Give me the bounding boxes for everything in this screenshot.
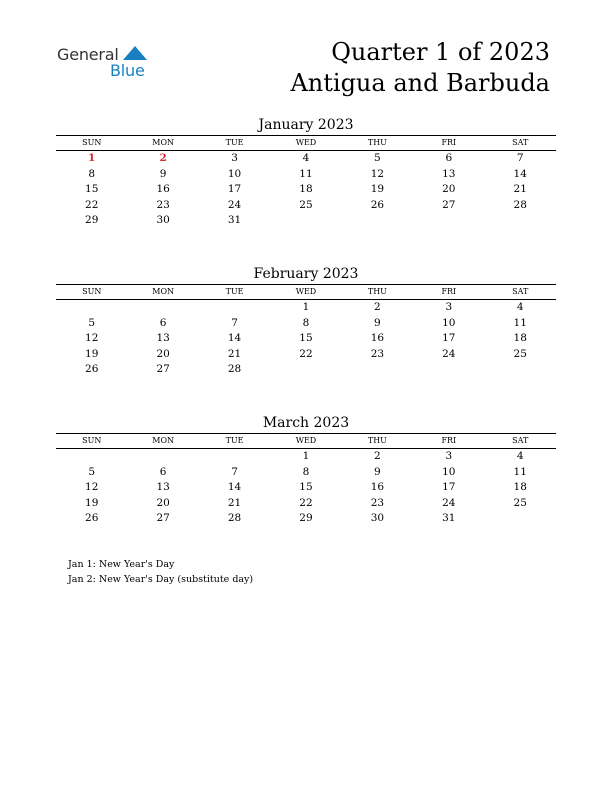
day-cell: 18: [299, 183, 313, 196]
day-cell: 7: [231, 316, 238, 329]
day-cell: 31: [227, 214, 242, 227]
weekday-label: MON: [152, 287, 174, 296]
day-cell: 9: [374, 316, 381, 329]
day-cell: 1: [302, 450, 310, 462]
day-cell: 16: [370, 481, 385, 494]
week-row: [56, 480, 556, 496]
day-cell: 3: [445, 450, 453, 462]
weekday-label: SUN: [82, 287, 102, 296]
day-cell: 30: [370, 512, 385, 525]
day-cell: 26: [85, 363, 99, 376]
day-cell: 11: [299, 167, 313, 180]
weekday-label: SAT: [512, 436, 529, 445]
day-cell: 6: [159, 316, 167, 329]
day-cell: 22: [85, 198, 99, 211]
day-cell: [56, 449, 127, 465]
day-cell: [413, 213, 484, 229]
day-cell: 19: [85, 496, 99, 509]
weekday-header: [56, 135, 556, 151]
day-cell: 16: [156, 183, 170, 196]
day-cell: 14: [227, 481, 242, 494]
weekday-label: THU: [367, 287, 387, 296]
logo-general-text: General: [57, 45, 119, 64]
day-cell: 3: [445, 301, 453, 313]
week-row: [56, 300, 556, 316]
holiday-day-cell: 1: [88, 152, 96, 164]
page-title: [290, 37, 550, 99]
day-cell: 12: [85, 481, 99, 494]
day-cell: [199, 300, 270, 316]
generalblue-logo: [57, 40, 157, 82]
day-cell: 12: [370, 167, 385, 180]
day-cell: 21: [227, 496, 242, 509]
day-cell: 24: [227, 198, 242, 211]
weekday-label: TUE: [225, 138, 244, 147]
day-cell: [56, 300, 127, 316]
day-cell: 9: [159, 167, 167, 180]
day-cell: 5: [88, 465, 96, 478]
day-cell: 23: [370, 496, 385, 509]
weekday-label: SUN: [82, 436, 102, 445]
day-cell: 27: [442, 198, 456, 211]
day-cell: [270, 213, 341, 229]
day-cell: 17: [442, 332, 456, 345]
holiday-day-cell: 2: [159, 152, 167, 164]
day-cell: 15: [299, 481, 313, 494]
day-cell: 8: [88, 167, 96, 180]
day-cell: 21: [513, 183, 527, 196]
weekday-label: MON: [152, 436, 174, 445]
day-cell: 8: [302, 465, 310, 478]
day-cell: 27: [156, 363, 170, 376]
day-cell: 8: [302, 316, 310, 329]
weekday-label: WED: [295, 436, 317, 445]
logo-blue-text: Blue: [110, 61, 145, 80]
day-cell: 9: [374, 465, 381, 478]
day-cell: 18: [513, 481, 527, 494]
day-cell: 5: [88, 316, 96, 329]
weekday-label: TUE: [225, 436, 244, 445]
week-row: [56, 465, 556, 481]
day-cell: 21: [227, 347, 242, 360]
month-january: [56, 115, 556, 229]
day-cell: 1: [302, 301, 310, 313]
day-cell: 13: [156, 332, 170, 345]
day-cell: 22: [299, 347, 313, 360]
weekday-header: [56, 284, 556, 300]
weekday-label: SUN: [82, 138, 102, 147]
day-cell: 26: [85, 512, 99, 525]
weekday-label: SAT: [512, 287, 529, 296]
day-cell: [413, 362, 484, 378]
day-cell: 15: [299, 332, 313, 345]
weekday-label: WED: [295, 138, 317, 147]
week-row: [56, 496, 556, 512]
day-cell: 23: [370, 347, 385, 360]
day-cell: 14: [227, 332, 242, 345]
day-cell: 11: [513, 316, 527, 329]
day-cell: 20: [156, 347, 170, 360]
week-row: [56, 167, 556, 183]
day-cell: 28: [227, 512, 242, 525]
week-row: [56, 213, 556, 229]
title-country: Antigua and Barbuda: [290, 69, 550, 97]
day-cell: 25: [299, 198, 313, 211]
day-cell: 19: [370, 183, 385, 196]
day-cell: 5: [374, 152, 381, 164]
day-cell: 28: [513, 198, 527, 211]
day-cell: 7: [231, 465, 238, 478]
month-title: January 2023: [258, 117, 354, 133]
weekday-label: THU: [367, 436, 387, 445]
day-cell: 13: [442, 167, 456, 180]
day-cell: 10: [442, 316, 456, 329]
day-cell: 10: [442, 465, 456, 478]
day-cell: [127, 449, 198, 465]
day-cell: 17: [442, 481, 456, 494]
day-cell: [270, 362, 341, 378]
day-cell: [342, 362, 413, 378]
holiday-notes: [68, 558, 253, 587]
day-cell: 20: [156, 496, 170, 509]
day-cell: 17: [227, 183, 242, 196]
day-cell: 10: [227, 167, 242, 180]
month-grid: [56, 300, 556, 378]
weekday-label: FRI: [441, 436, 457, 445]
holiday-note: Jan 2: New Year's Day (substitute day): [68, 573, 254, 585]
day-cell: 4: [516, 450, 524, 462]
day-cell: 20: [442, 183, 456, 196]
day-cell: 23: [156, 198, 170, 211]
day-cell: 29: [299, 512, 313, 525]
day-cell: 26: [370, 198, 385, 211]
week-row: [56, 511, 556, 527]
day-cell: 24: [442, 347, 456, 360]
day-cell: [127, 300, 198, 316]
day-cell: 18: [513, 332, 527, 345]
month-title: February 2023: [253, 266, 359, 282]
week-row: [56, 151, 556, 167]
week-row: [56, 316, 556, 332]
day-cell: [485, 362, 556, 378]
day-cell: 31: [442, 512, 456, 525]
weekday-label: THU: [367, 138, 387, 147]
day-cell: 24: [442, 496, 456, 509]
month-grid: [56, 151, 556, 229]
day-cell: 27: [156, 512, 170, 525]
weekday-label: SAT: [512, 138, 529, 147]
weekday-label: TUE: [225, 287, 244, 296]
holiday-note: Jan 1: New Year's Day: [68, 559, 175, 570]
day-cell: 3: [231, 152, 238, 164]
day-cell: 7: [516, 152, 524, 164]
day-cell: 15: [85, 183, 99, 196]
day-cell: 11: [513, 465, 527, 478]
weekday-label: FRI: [441, 287, 457, 296]
day-cell: 2: [374, 301, 381, 313]
day-cell: 6: [159, 465, 167, 478]
day-cell: 2: [374, 450, 381, 462]
week-row: [56, 182, 556, 198]
day-cell: 30: [156, 214, 170, 227]
day-cell: 28: [227, 363, 242, 376]
month-title: March 2023: [262, 415, 350, 431]
day-cell: 25: [513, 347, 527, 360]
day-cell: [342, 213, 413, 229]
week-row: [56, 198, 556, 214]
day-cell: 12: [85, 332, 99, 345]
month-march: [56, 413, 556, 527]
weekday-label: MON: [152, 138, 174, 147]
day-cell: [485, 511, 556, 527]
day-cell: 22: [299, 496, 313, 509]
day-cell: [199, 449, 270, 465]
day-cell: 19: [85, 347, 99, 360]
day-cell: 25: [513, 496, 527, 509]
day-cell: 4: [516, 301, 524, 313]
day-cell: 14: [513, 167, 527, 180]
weekday-header: [56, 433, 556, 449]
month-february: [56, 264, 556, 378]
weekday-label: FRI: [441, 138, 457, 147]
weekday-label: WED: [295, 287, 317, 296]
day-cell: 4: [302, 152, 310, 164]
month-grid: [56, 449, 556, 527]
day-cell: 6: [445, 152, 453, 164]
logo-triangle-icon: [123, 46, 147, 62]
week-row: [56, 347, 556, 363]
week-row: [56, 331, 556, 347]
title-quarter: Quarter 1 of 2023: [331, 38, 550, 66]
day-cell: [485, 213, 556, 229]
day-cell: 29: [85, 214, 99, 227]
day-cell: 13: [156, 481, 170, 494]
week-row: [56, 449, 556, 465]
day-cell: 16: [370, 332, 385, 345]
week-row: [56, 362, 556, 378]
